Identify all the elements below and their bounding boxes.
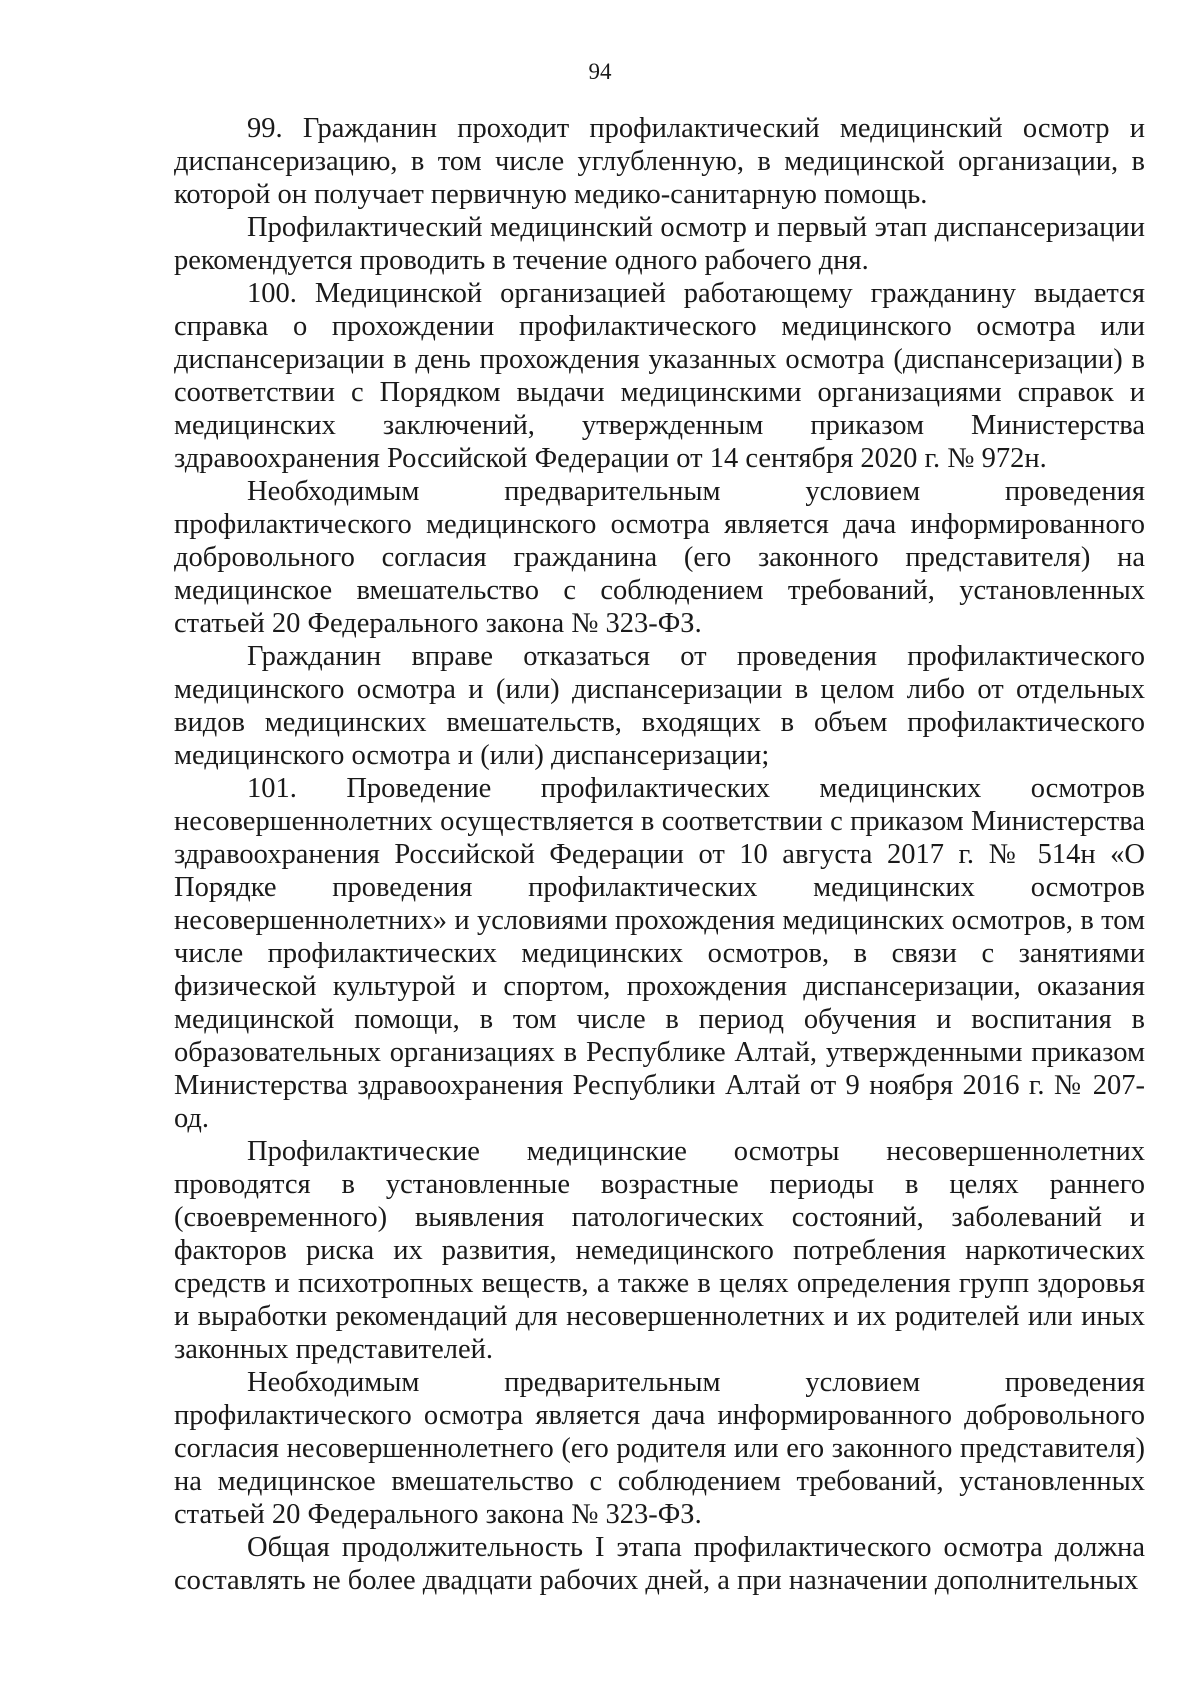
paragraph-minors-purpose: Профилактические медицинские осмотры несовершеннолетних проводятся в установленные возрастные периоды в целях раннего (своевременного) выявления патологических состояний, заболеваний и факторов риска их развития, немедицинского потребления наркотических средств и психотропных веществ, а также в целях определения групп здоровья и выработки рекомендаций для несовершеннолетних и их родителей или иных законных представителей. [174, 1136, 1145, 1365]
paragraph-consent-adult: Необходимым предварительным условием проведения профилактического медицинского осмотра является дача информированного добровольного согласия гражданина (его законного представителя) на медицинское вмешательство с соблюдением требований, установленных статьей 20 Федерального закона № 323-ФЗ. [174, 476, 1145, 639]
paragraph-right-to-refuse: Гражданин вправе отказаться от проведения профилактического медицинского осмотра и (или) диспансеризации в целом либо от отдельных видов медицинских вмешательств, входящих в объем профилактического медицинского осмотра и (или) диспансеризации; [174, 641, 1145, 771]
paragraph-consent-minor: Необходимым предварительным условием проведения профилактического осмотра является дача информированного добровольного согласия несовершеннолетнего (его родителя или его законного представителя) на медицинское вмешательство с соблюдением требований, установленных статьей 20 Федерального закона № 323-ФЗ. [174, 1367, 1145, 1530]
paragraph-item-101: 101. Проведение профилактических медицинских осмотров несовершеннолетних осуществляется в соответствии с приказом Министерства здравоохранения Российской Федерации от 10 августа 2017 г. № 514н «О Порядке проведения профилактических медицинских осмотров несовершеннолетних» и условиями прохождения медицинских осмотров, в том числе профилактических медицинских осмотров, в связи с занятиями физической культурой и спортом, прохождения диспансеризации, оказания медицинской помощи, в том числе в период обучения и воспитания в образовательных организациях в Республике Алтай, утвержденными приказом Министерства здравоохранения Республики Алтай от 9 ноября 2016 г. № 207-од. [174, 773, 1145, 1134]
paragraph-stage-one-duration: Общая продолжительность I этапа профилактического осмотра должна составлять не более двадцати рабочих дней, а при назначении дополнительных [174, 1532, 1145, 1596]
paragraph-item-99: 99. Гражданин проходит профилактический медицинский осмотр и диспансеризацию, в том числе углубленную, в медицинской организации, в которой он получает первичную медико-санитарную помощь. [174, 113, 1145, 210]
page-number: 94 [588, 59, 612, 84]
document-body [174, 112, 1145, 1597]
paragraph-item-100: 100. Медицинской организацией работающему гражданину выдается справка о прохождении профилактического медицинского осмотра или диспансеризации в день прохождения указанных осмотра (диспансеризации) в соответствии с Порядком выдачи медицинскими организациями справок и медицинских заключений, утвержденным приказом Министерства здравоохранения Российской Федерации от 14 сентября 2020 г. № 972н. [174, 278, 1145, 474]
paragraph-first-stage-one-day: Профилактический медицинский осмотр и первый этап диспансеризации рекомендуется проводить в течение одного рабочего дня. [174, 212, 1145, 276]
